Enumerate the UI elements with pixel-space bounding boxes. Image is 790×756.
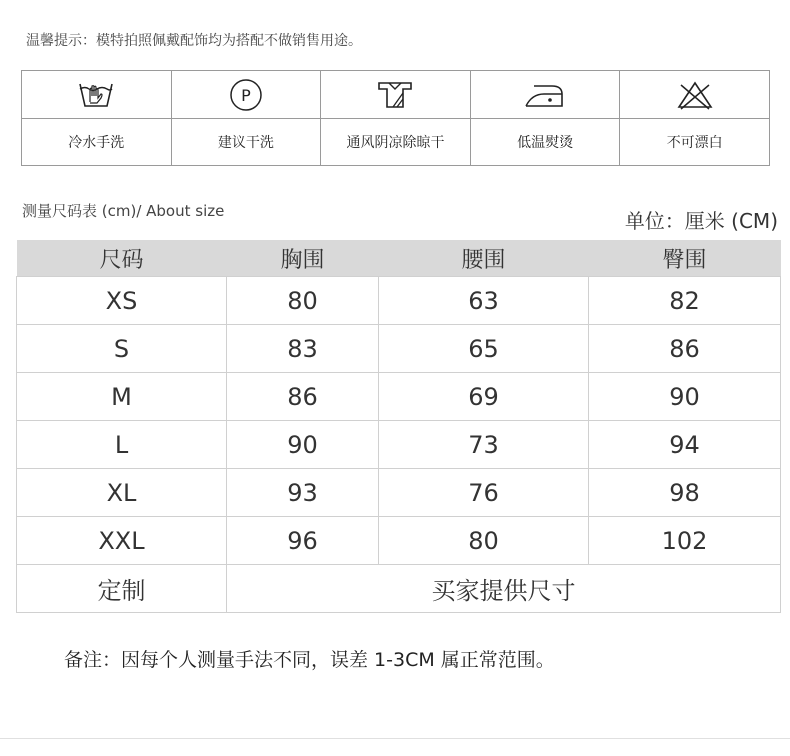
hip-cell: 98 (589, 469, 781, 517)
care-cell-hand-wash (22, 71, 172, 119)
bust-cell: 86 (227, 373, 379, 421)
care-label-hand-wash: 冷水手洗 (22, 119, 172, 166)
care-label-no-bleach: 不可漂白 (620, 119, 770, 166)
iron-low-icon (522, 80, 568, 110)
care-cell-no-bleach (620, 71, 770, 119)
care-cell-shade-dry (321, 71, 471, 119)
hip-cell: 86 (589, 325, 781, 373)
waist-cell: 76 (379, 469, 589, 517)
custom-value: 买家提供尺寸 (227, 565, 781, 613)
size-cell: XL (17, 469, 227, 517)
hip-cell: 82 (589, 277, 781, 325)
waist-cell: 65 (379, 325, 589, 373)
waist-cell: 63 (379, 277, 589, 325)
dry-clean-icon (228, 77, 264, 113)
bust-cell: 83 (227, 325, 379, 373)
size-chart-table (16, 240, 781, 613)
size-table-header (17, 240, 781, 277)
measure-table-title: 测量尺码表 (cm)/ About size (22, 202, 225, 220)
bust-cell: 90 (227, 421, 379, 469)
custom-label: 定制 (17, 565, 227, 613)
table-row (17, 517, 781, 565)
warm-tip: 温馨提示：模特拍照佩戴配饰均为搭配不做销售用途。 (26, 33, 362, 49)
header-waist: 腰围 (379, 240, 589, 277)
size-cell: XXL (17, 517, 227, 565)
care-label-iron: 低温熨烫 (470, 119, 620, 166)
shade-dry-icon (375, 79, 415, 111)
bust-cell: 93 (227, 469, 379, 517)
bottom-divider (0, 738, 790, 739)
bust-cell: 96 (227, 517, 379, 565)
table-row (17, 373, 781, 421)
header-hip: 臀围 (589, 240, 781, 277)
size-cell: XS (17, 277, 227, 325)
hip-cell: 94 (589, 421, 781, 469)
care-cell-iron (470, 71, 620, 119)
table-row (17, 325, 781, 373)
size-cell: L (17, 421, 227, 469)
bust-cell: 80 (227, 277, 379, 325)
table-row (17, 469, 781, 517)
dry-clean-letter: P (241, 85, 251, 105)
care-label-dry-clean: 建议干洗 (171, 119, 321, 166)
unit-label: 单位：厘米 (CM) (624, 209, 778, 233)
no-bleach-icon (675, 79, 715, 111)
hip-cell: 90 (589, 373, 781, 421)
note-text: 备注：因每个人测量手法不同，误差 1-3CM 属正常范围。 (64, 649, 555, 671)
size-cell: S (17, 325, 227, 373)
waist-cell: 80 (379, 517, 589, 565)
hand-wash-icon (77, 80, 115, 110)
custom-row (17, 565, 781, 613)
care-cell-dry-clean (171, 71, 321, 119)
waist-cell: 73 (379, 421, 589, 469)
header-bust: 胸围 (227, 240, 379, 277)
care-instructions-table (21, 70, 770, 166)
care-label-shade-dry: 通风阴凉除晾干 (321, 119, 471, 166)
table-row (17, 421, 781, 469)
header-size: 尺码 (17, 240, 227, 277)
size-cell: M (17, 373, 227, 421)
hip-cell: 102 (589, 517, 781, 565)
table-row (17, 277, 781, 325)
waist-cell: 69 (379, 373, 589, 421)
